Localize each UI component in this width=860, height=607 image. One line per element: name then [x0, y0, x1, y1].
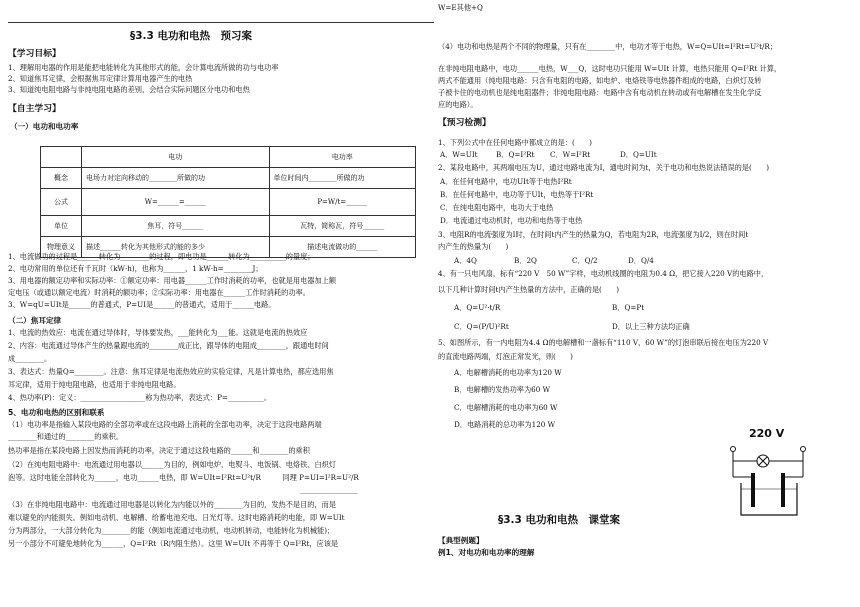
- q3-option-a: A．4Q: [454, 256, 477, 265]
- right-text-1: （4）电功和电热是两个不同的物理量，只有在________中，电功才等于电热，W=Q=UIt=I²Rt=U²t/R；: [438, 42, 777, 51]
- relation-8: 难以避免的内能损失。例如电动机、电解槽、给蓄电池充电、日光灯等。这时电路消耗的电能，即 W=UIt: [8, 513, 345, 522]
- table-cell: 物理意义: [41, 237, 82, 258]
- table-header-cell: 电功: [82, 147, 270, 168]
- q2-option-b: B．在任何电路中，电功等于UIt，电热等于I²Rt: [440, 190, 594, 199]
- goal-2: 2、知道焦耳定律，会根据焦耳定律计算用电器产生的电热: [8, 74, 193, 83]
- relation-4: （2）在纯电阻电路中：电流通过用电器以______为目的，例如电炉、电熨斗、电饭锅、电烙铁、白炽灯: [8, 460, 337, 469]
- q4-option-c: C．Q=(P/U)²Rt: [454, 322, 509, 331]
- table-cell: 单位时间内________所做的功: [269, 168, 416, 189]
- joule-1: 1、电流的热效应：电流在通过导体时，导体要发热，___能转化为___能。这就是电流的热效应: [8, 328, 308, 337]
- relation-5: 泡等。这时电能全部转化为______，电功______电热，即 W=UIt=I²Rt=U²t/R 同理 P=UI=I²R=U²/R: [8, 473, 359, 482]
- question-5-line1: 5、如图所示，有一内电阻为4.4 Ω的电解槽和一盏标有“110 V，60 W”的灯泡串联后接在电压为220 V: [438, 338, 769, 347]
- right-text-2: 在非纯电阻电路中，电功______电热，W___Q，这时电功只能用 W=UIt 计算，电热只能用 Q=I²Rt 计算，: [438, 64, 782, 73]
- part2-heading: （二）焦耳定律: [8, 316, 62, 325]
- part3-heading: 5、电功和电热的区别和联系: [8, 408, 105, 417]
- goal-3: 3、知道纯电阻电路与非纯电阻电路的差别，会结合实际问题区分电功和电热: [8, 85, 250, 94]
- note-4: 定电压（或通以额定电流）时消耗的额功率；②实际功率：用电器在______工作时消耗的功率。: [8, 288, 310, 297]
- right-text-3: 两式不能通用（纯电阻电路：只含有电阻的电路，如电炉、电烙铁等电热器件组成的电路，白炽灯及转: [438, 76, 762, 85]
- page-title: §3.3 电功和电热 预习案: [130, 30, 253, 42]
- q2-option-a: A．在任何电路中，电功UIt等于电热I²Rt: [440, 177, 572, 186]
- relation-9: 分为两部分，一大部分转化为________的能（例如电流通过电动机，电动机转动，电能转化为机械能)；: [8, 526, 335, 535]
- relation-6: ________________: [300, 485, 358, 494]
- right-text-5: 应的电路）。: [438, 100, 478, 109]
- right-text-4: 子被卡住的电动机也是纯电阻器件；非纯电阻电路：电路中含有电动机在转动或有电解槽在发生化学反: [438, 88, 762, 97]
- note-5: 3、W=qU=UIt是______的普通式，P=UI是______的普通式，适用于______电路。: [8, 300, 276, 309]
- question-5-line2: 的直流电路两端，灯泡正常发光，则( ): [438, 352, 573, 361]
- relation-7: （3）在非纯电阻电路中：电流通过用电器是以转化为内能以外的________为目的，发热不是目的，而是: [8, 500, 337, 509]
- q2-option-d: D．电流通过电动机时，电功和电热等于电热: [440, 216, 583, 225]
- q4-option-a: A．Q=U²·t/R: [454, 303, 501, 312]
- check-heading: 【预习检测】: [438, 118, 491, 128]
- question-4-line2: 以下几种计算时间t内产生热量的方法中，正确的是( ): [438, 285, 619, 294]
- joule-2: 2、内容：电流通过导体产生的热量跟电流的________成正比，跟导体的电阻成________，跟通电时间: [8, 341, 329, 350]
- q5-option-b: B．电解槽的发热功率为60 W: [454, 385, 550, 394]
- q1-option-c: C．W=I²Rt: [550, 150, 591, 159]
- question-1: 1、下列公式中在任何电路中都成立的是：( ): [438, 138, 592, 147]
- table-header-cell: 电功率: [269, 147, 416, 168]
- note-2: 2、电功常用的单位还有千瓦时（kW·h)，也称为______，1 kW·h=________J；: [8, 264, 263, 273]
- q5-option-d: D．电路消耗的总功率为120 W: [454, 420, 556, 429]
- table-cell: 焦耳，符号______: [82, 216, 270, 237]
- electrode-left-icon: [751, 473, 755, 507]
- q1-option-d: D．Q=UIt: [620, 150, 657, 159]
- class-title: §3.3 电功和电热 课堂案: [498, 514, 621, 526]
- q5-option-c: C．电解槽消耗的电功率为60 W: [454, 403, 558, 412]
- table-row: [41, 216, 416, 237]
- relation-2: ________和通过的________的乘积。: [8, 432, 124, 441]
- joule-5: 耳定律，适用于纯电阻电路，也适用于非纯电阻电路。: [8, 380, 181, 389]
- table-row: [41, 168, 416, 189]
- q1-option-a: A．W=UIt: [440, 150, 478, 159]
- joule-6: 4、热功率(P)：定义：__________________称为热功率，表达式：P=__________。: [8, 393, 272, 402]
- relation-1: （1）电功率是指输入某段电路的全部功率或在这段电路上消耗的全部电功率，决定于这段电路两端: [8, 420, 322, 429]
- question-2: 2、某段电路中，其两端电压为U，通过电路电流为I，通电时间为t，关于电功和电热说法错误的是( ): [438, 163, 770, 172]
- table-cell: [41, 147, 82, 168]
- electrode-right-icon: [781, 473, 785, 507]
- circuit-diagram: [713, 423, 823, 523]
- comparison-table: [40, 146, 416, 258]
- terminal-left-icon: [731, 447, 736, 452]
- part1-heading: （一）电功和电功率: [10, 122, 79, 131]
- joule-4: 3、表达式：热量Q=________。注意：焦耳定律是电流热效应的实验定律，凡是计算电热，都应选用焦: [8, 367, 334, 376]
- question-3-line1: 3、电阻R的电流强度为I时，在时间t内产生的热量为Q，若电阻为2R，电流强度为I/2，则在时间t: [438, 230, 749, 239]
- formula-line: W=E其他+Q: [438, 3, 483, 12]
- table-row: [41, 147, 416, 168]
- relation-3: 热功率是指在某段电路上因发热而消耗的功率，决定于通过这段电路的______和________的乘积: [8, 446, 310, 455]
- table-row: [41, 189, 416, 216]
- note-3: 3、用电器的额定功率和实际功率：①额定功率：用电器______工作时消耗的功率，也就是用电器加上额: [8, 276, 337, 285]
- table-cell: 电场力对定向移动的________所做的功: [82, 168, 270, 189]
- q3-option-b: B．2Q: [514, 256, 537, 265]
- self-study-heading: 【自主学习】: [8, 104, 61, 114]
- q3-option-c: C．Q/2: [572, 256, 598, 265]
- table-cell: W=______=______: [82, 189, 270, 216]
- table-cell: 概念: [41, 168, 82, 189]
- table-cell: 瓦特，简称瓦，符号______: [269, 216, 416, 237]
- question-3-line2: 内产生的热量为( ): [438, 242, 509, 251]
- terminal-right-icon: [801, 447, 806, 452]
- header-rule: [8, 22, 434, 23]
- table-cell: P=W/t=______: [269, 189, 416, 216]
- q4-option-b: B．Q=Pt: [612, 303, 645, 312]
- example-heading: 【典型例题】: [438, 536, 484, 545]
- q2-option-c: C．在纯电阻电路中，电功大于电热: [440, 203, 554, 212]
- q3-option-d: D．Q/4: [628, 256, 654, 265]
- q1-option-b: B．Q=I²Rt: [496, 150, 535, 159]
- question-4-line1: 4、有一只电风扇，标有“220 V 50 W”字样，电动机线圈的电阻为0.4 Ω，把它接入220 V的电路中，: [438, 269, 769, 278]
- relation-10: 另一小部分不可避免地转化为______，Q=I²Rt（R内阻生热）。这里 W=UIt 不再等于 Q=I²Rt，应该是: [8, 539, 339, 548]
- electrolytic-cell-icon: [741, 483, 797, 515]
- q4-option-d: D．以上三种方法均正确: [612, 322, 690, 331]
- goal-1: 1、理解用电器的作用是能把电能转化为其他形式的能，会计算电流所做的功与电功率: [8, 63, 279, 72]
- table-cell: 公式: [41, 189, 82, 216]
- example-1: 例1、对电功和电功率的理解: [438, 548, 535, 557]
- table-cell: 单位: [41, 216, 82, 237]
- joule-3: 成________。: [8, 354, 52, 363]
- circuit-voltage-label: 220 V: [749, 427, 785, 440]
- table-cell: 描述______转化为其他形式的能的多少: [82, 237, 270, 258]
- q5-option-a: A．电解槽消耗的电功率为120 W: [454, 368, 562, 377]
- note-1: 1、电流做功的过程是______转化为________的过程，即电功是______转化为__________的量度；: [8, 252, 315, 261]
- goals-heading: 【学习目标】: [8, 49, 61, 59]
- table-cell: 描述电流做功的______: [269, 237, 416, 258]
